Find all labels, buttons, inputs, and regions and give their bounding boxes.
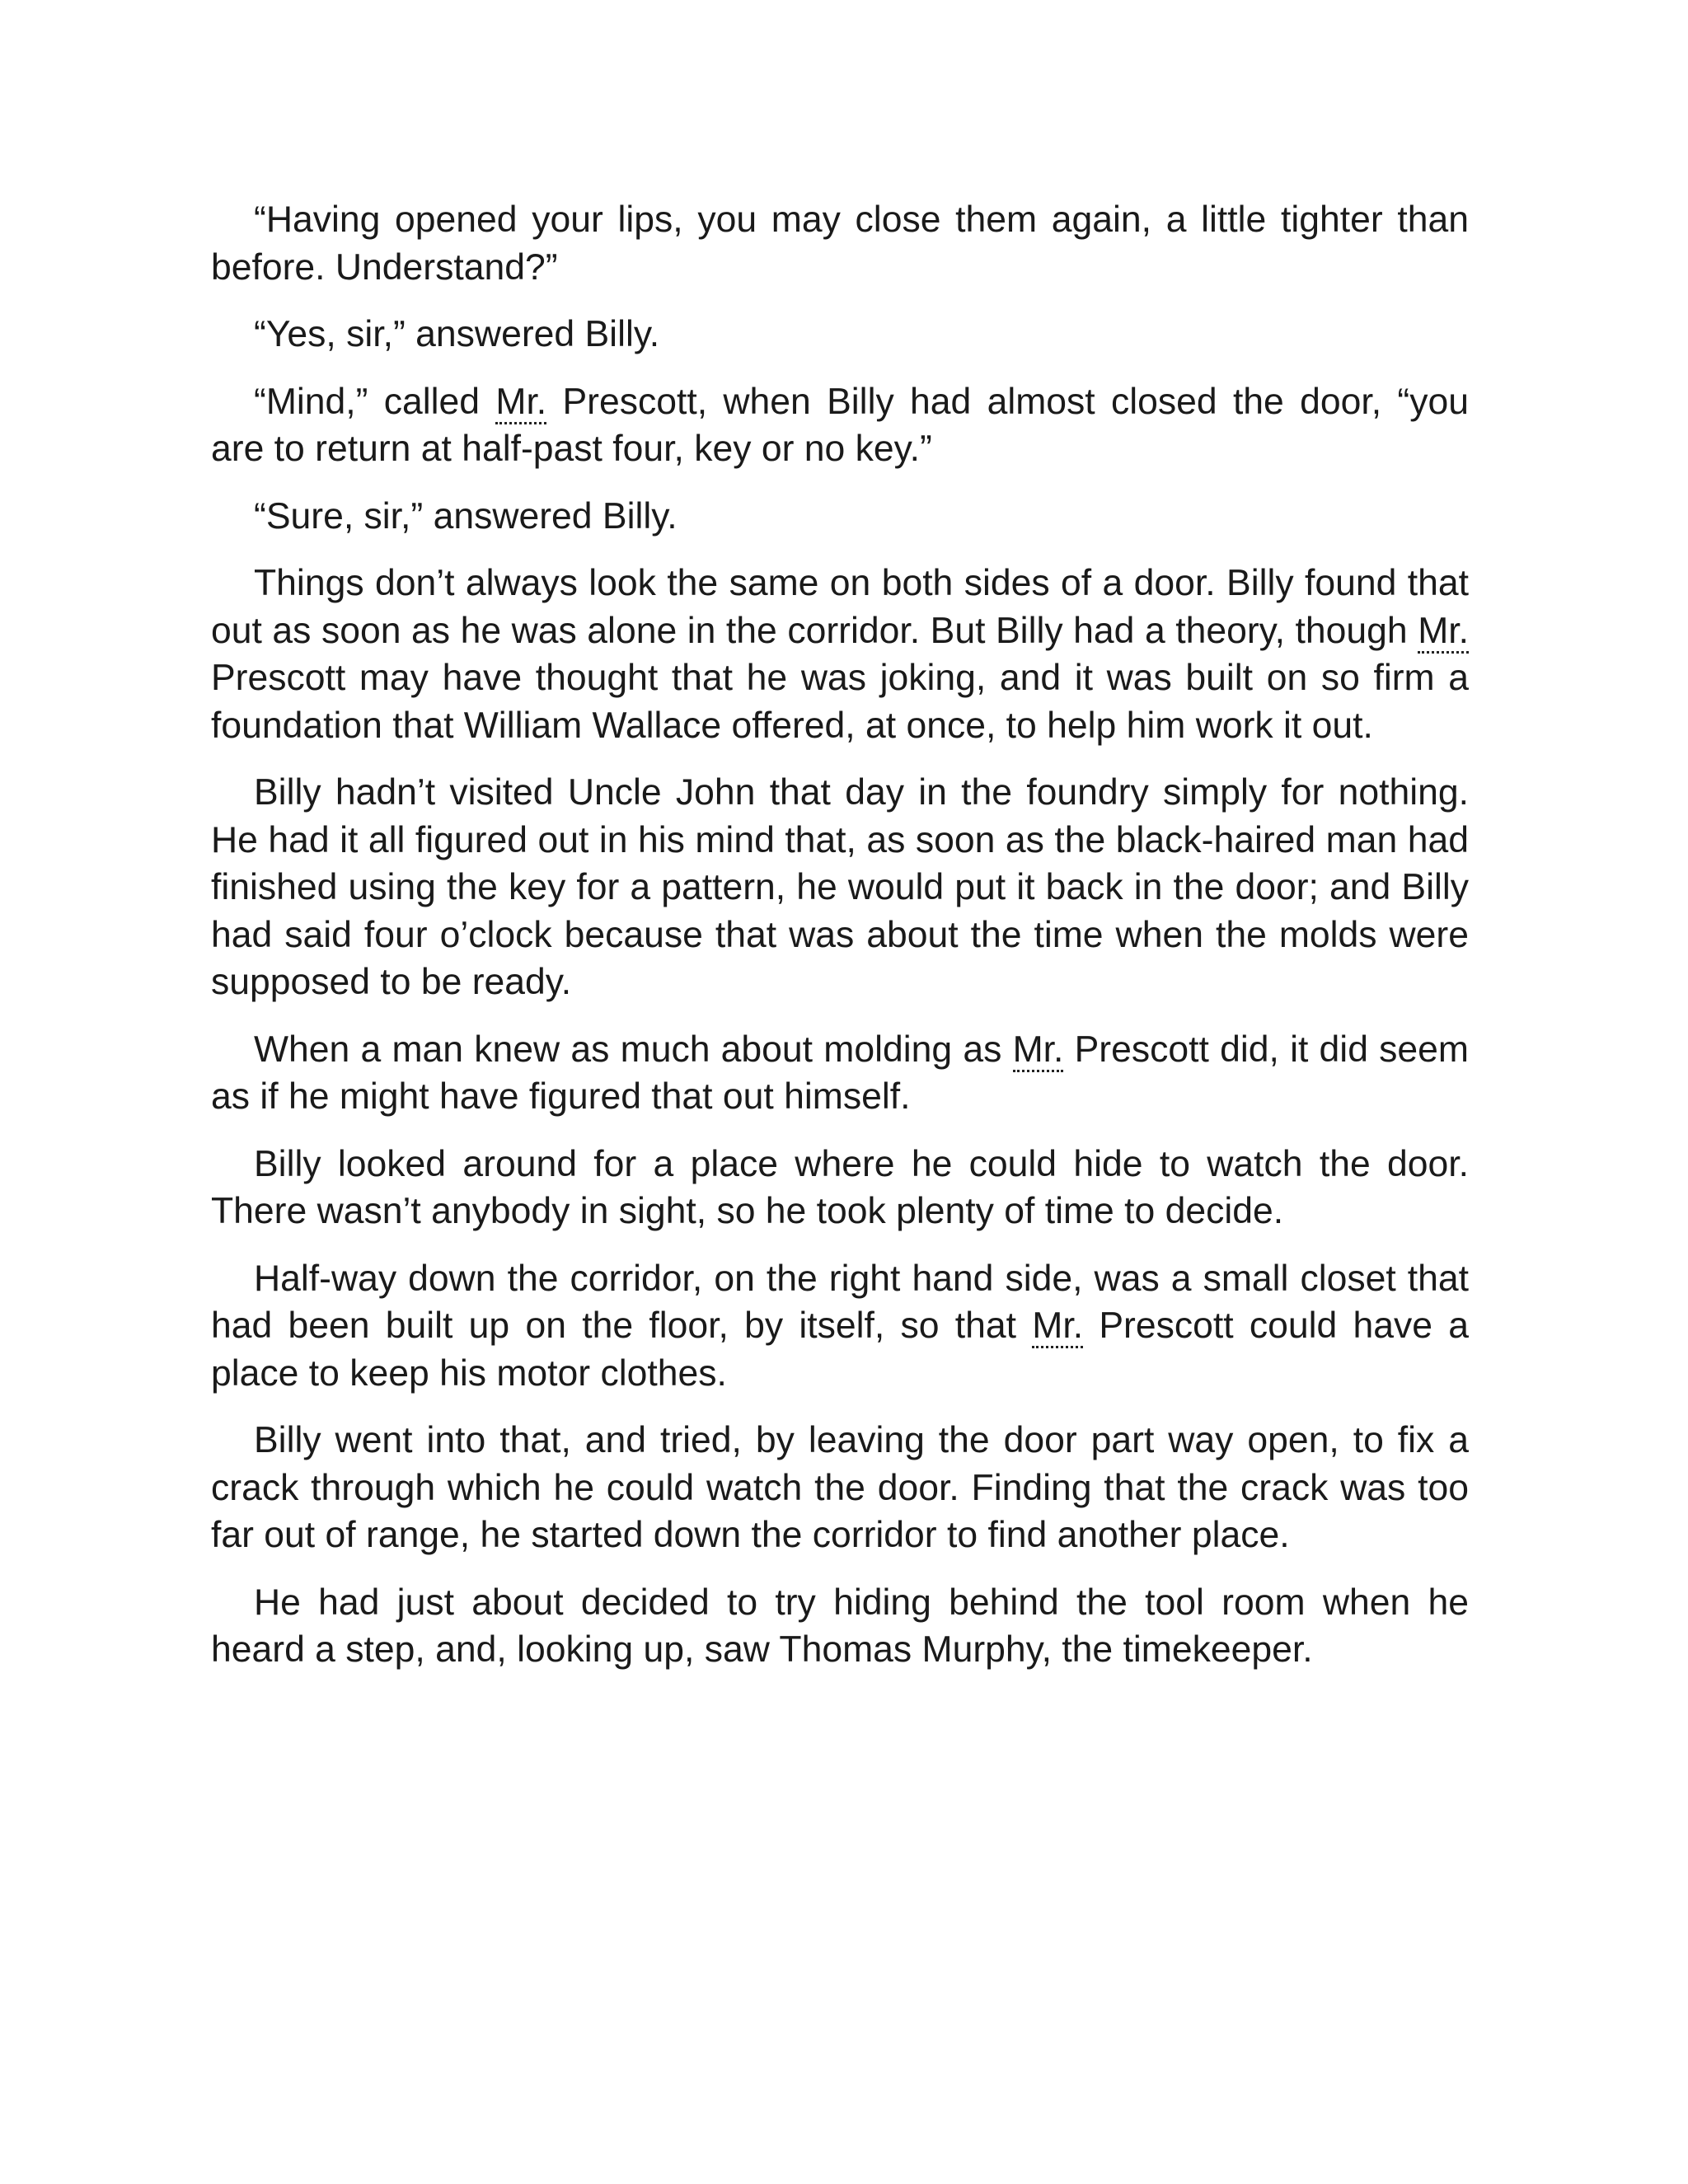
- paragraph: [211, 378, 1469, 473]
- paragraph-text: Things don’t always look the same on both sides of a door. Billy found that out as soon as he was alone in the corridor. But Billy had a theory, though: [211, 563, 1469, 651]
- paragraph-text: Half-way down the corridor, on the right hand side, was a small closet that had been built up on the floor, by itself, so that: [211, 1258, 1469, 1346]
- paragraph-text: Billy looked around for a place where he could hide to watch the door. There wasn’t anybody in sight, so he took plenty of time to decide.: [211, 1143, 1469, 1231]
- paragraph-text: Prescott did, it did seem as if he might have figured that out himself.: [211, 1029, 1469, 1117]
- paragraph-text: Prescott could have a place to keep his motor clothes.: [211, 1305, 1469, 1394]
- paragraph-text: “Mind,” called: [254, 381, 496, 422]
- paragraph: [211, 1417, 1469, 1559]
- abbreviation-mr: Mr.: [1013, 1029, 1064, 1072]
- paragraph: [211, 769, 1469, 1006]
- paragraph: [211, 311, 1469, 359]
- paragraph-text: Billy hadn’t visited Uncle John that day in the foundry simply for nothing. He had it all figured out in his mind that, as soon as the black-haired man had finished using the key for a pattern, he would put it back in the door; and Billy had said four o’clock because that was about the time when the molds were supposed to be ready.: [211, 772, 1469, 1002]
- paragraph: [211, 196, 1469, 291]
- abbreviation-mr: Mr.: [1032, 1305, 1083, 1348]
- paragraph-text: “Sure, sir,” answered Billy.: [254, 495, 678, 537]
- paragraph: [211, 1141, 1469, 1235]
- paragraph-text: “Yes, sir,” answered Billy.: [254, 314, 660, 354]
- paragraph: [211, 493, 1469, 541]
- document-page: [211, 196, 1469, 1694]
- paragraph-text: He had just about decided to try hiding behind the tool room when he heard a step, and, looking up, saw Thomas Murphy, the timekeeper.: [211, 1582, 1469, 1670]
- paragraph: [211, 1255, 1469, 1398]
- paragraph-text: Prescott, when Billy had almost closed the door, “you are to return at half-past four, key or no key.”: [211, 381, 1469, 469]
- abbreviation-mr: Mr.: [495, 382, 546, 424]
- paragraph: [211, 560, 1469, 749]
- paragraph: [211, 1579, 1469, 1674]
- paragraph: [211, 1026, 1469, 1121]
- paragraph-text: When a man knew as much about molding as: [254, 1029, 1013, 1070]
- paragraph-text: Billy went into that, and tried, by leaving the door part way open, to fix a crack through which he could watch the door. Finding that the crack was too far out of range, he started down the corridor to find another place.: [211, 1420, 1469, 1555]
- paragraph-text: “Having opened your lips, you may close them again, a little tighter than before. Understand?”: [211, 199, 1469, 288]
- abbreviation-mr: Mr.: [1418, 611, 1469, 654]
- paragraph-text: Prescott may have thought that he was joking, and it was built on so firm a foundation that William Wallace offered, at once, to help him work it out.: [211, 658, 1469, 746]
